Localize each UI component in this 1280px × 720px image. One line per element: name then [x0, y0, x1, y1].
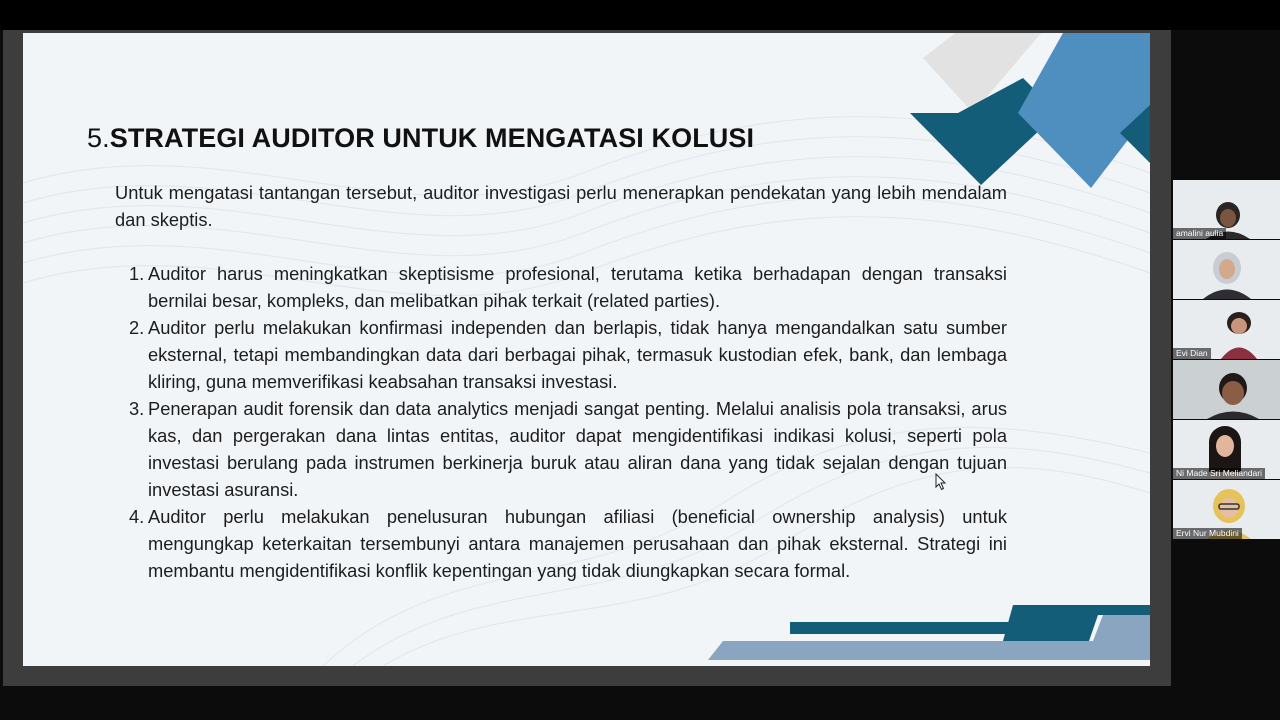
- list-item: [129, 260, 1007, 314]
- list-item-text: Auditor perlu melakukan konfirmasi independen dan berlapis, tidak hanya mengandalkan satu sumber eksternal, tetapi membandingkan data dari berbagai pihak, termasuk kustodian efek, bank, dan lembaga kliring, guna memverifikasi keabsahan transaksi investasi.: [148, 317, 1007, 392]
- participant-tile[interactable]: [1173, 360, 1280, 419]
- list-item-number: 2.: [129, 317, 145, 338]
- slide-title-number: 5.: [87, 123, 110, 153]
- mouse-cursor-icon: [935, 473, 947, 491]
- list-item-number: 4.: [129, 506, 145, 527]
- participant-name: Evi Dian: [1173, 348, 1211, 359]
- participant-video-icon: [1173, 240, 1280, 299]
- list-item: [129, 395, 1007, 503]
- participant-tile[interactable]: [1173, 420, 1280, 479]
- participant-tile[interactable]: [1173, 180, 1280, 239]
- list-item-text: Auditor perlu melakukan penelusuran hubungan afiliasi (beneficial ownership analysis) untuk mengungkap keterkaitan tersembunyi antara manajemen perusahaan dan pihak eksternal. Strategi ini membantu mengidentifikasi konflik kepentingan yang tidak diungkapkan secara formal.: [148, 506, 1007, 581]
- list-item: [129, 503, 1007, 584]
- participant-name: Ni Made Sri Meliandari: [1173, 468, 1265, 479]
- top-bar: [0, 0, 1280, 30]
- list-item-number: 1.: [129, 263, 145, 284]
- participant-video-icon: [1173, 360, 1280, 419]
- participant-tile[interactable]: [1173, 300, 1280, 359]
- presentation-slide: [23, 33, 1150, 666]
- list-item: [129, 314, 1007, 395]
- participant-tile[interactable]: [1173, 480, 1280, 539]
- list-item-text: Auditor harus meningkatkan skeptisisme profesional, terutama ketika berhadapan dengan transaksi bernilai besar, kompleks, dan melibatkan pihak terkait (related parties).: [148, 263, 1007, 311]
- strategy-list: [129, 260, 1007, 584]
- participant-name: Ervi Nur Mubdini: [1173, 528, 1242, 539]
- participant-tile[interactable]: [1173, 240, 1280, 299]
- participant-gallery: [1173, 180, 1280, 540]
- slide-intro-paragraph: Untuk mengatasi tantangan tersebut, auditor investigasi perlu menerapkan pendekatan yang lebih mendalam dan skeptis.: [115, 182, 1007, 230]
- slide-title: [87, 123, 754, 154]
- slide-title-text: STRATEGI AUDITOR UNTUK MENGATASI KOLUSI: [109, 123, 755, 153]
- list-item-number: 3.: [129, 398, 145, 419]
- list-item-text: Penerapan audit forensik dan data analytics menjadi sangat penting. Melalui analisis pola transaksi, arus kas, dan pergerakan dana lintas entitas, auditor dapat mengidentifikasi indikasi kolusi, seperti pola investasi berulang pada instrumen berkinerja buruk atau aliran dana yang tidak sejalan dengan tujuan investasi asuransi.: [148, 398, 1007, 500]
- participant-name: amalini aulia: [1173, 228, 1226, 239]
